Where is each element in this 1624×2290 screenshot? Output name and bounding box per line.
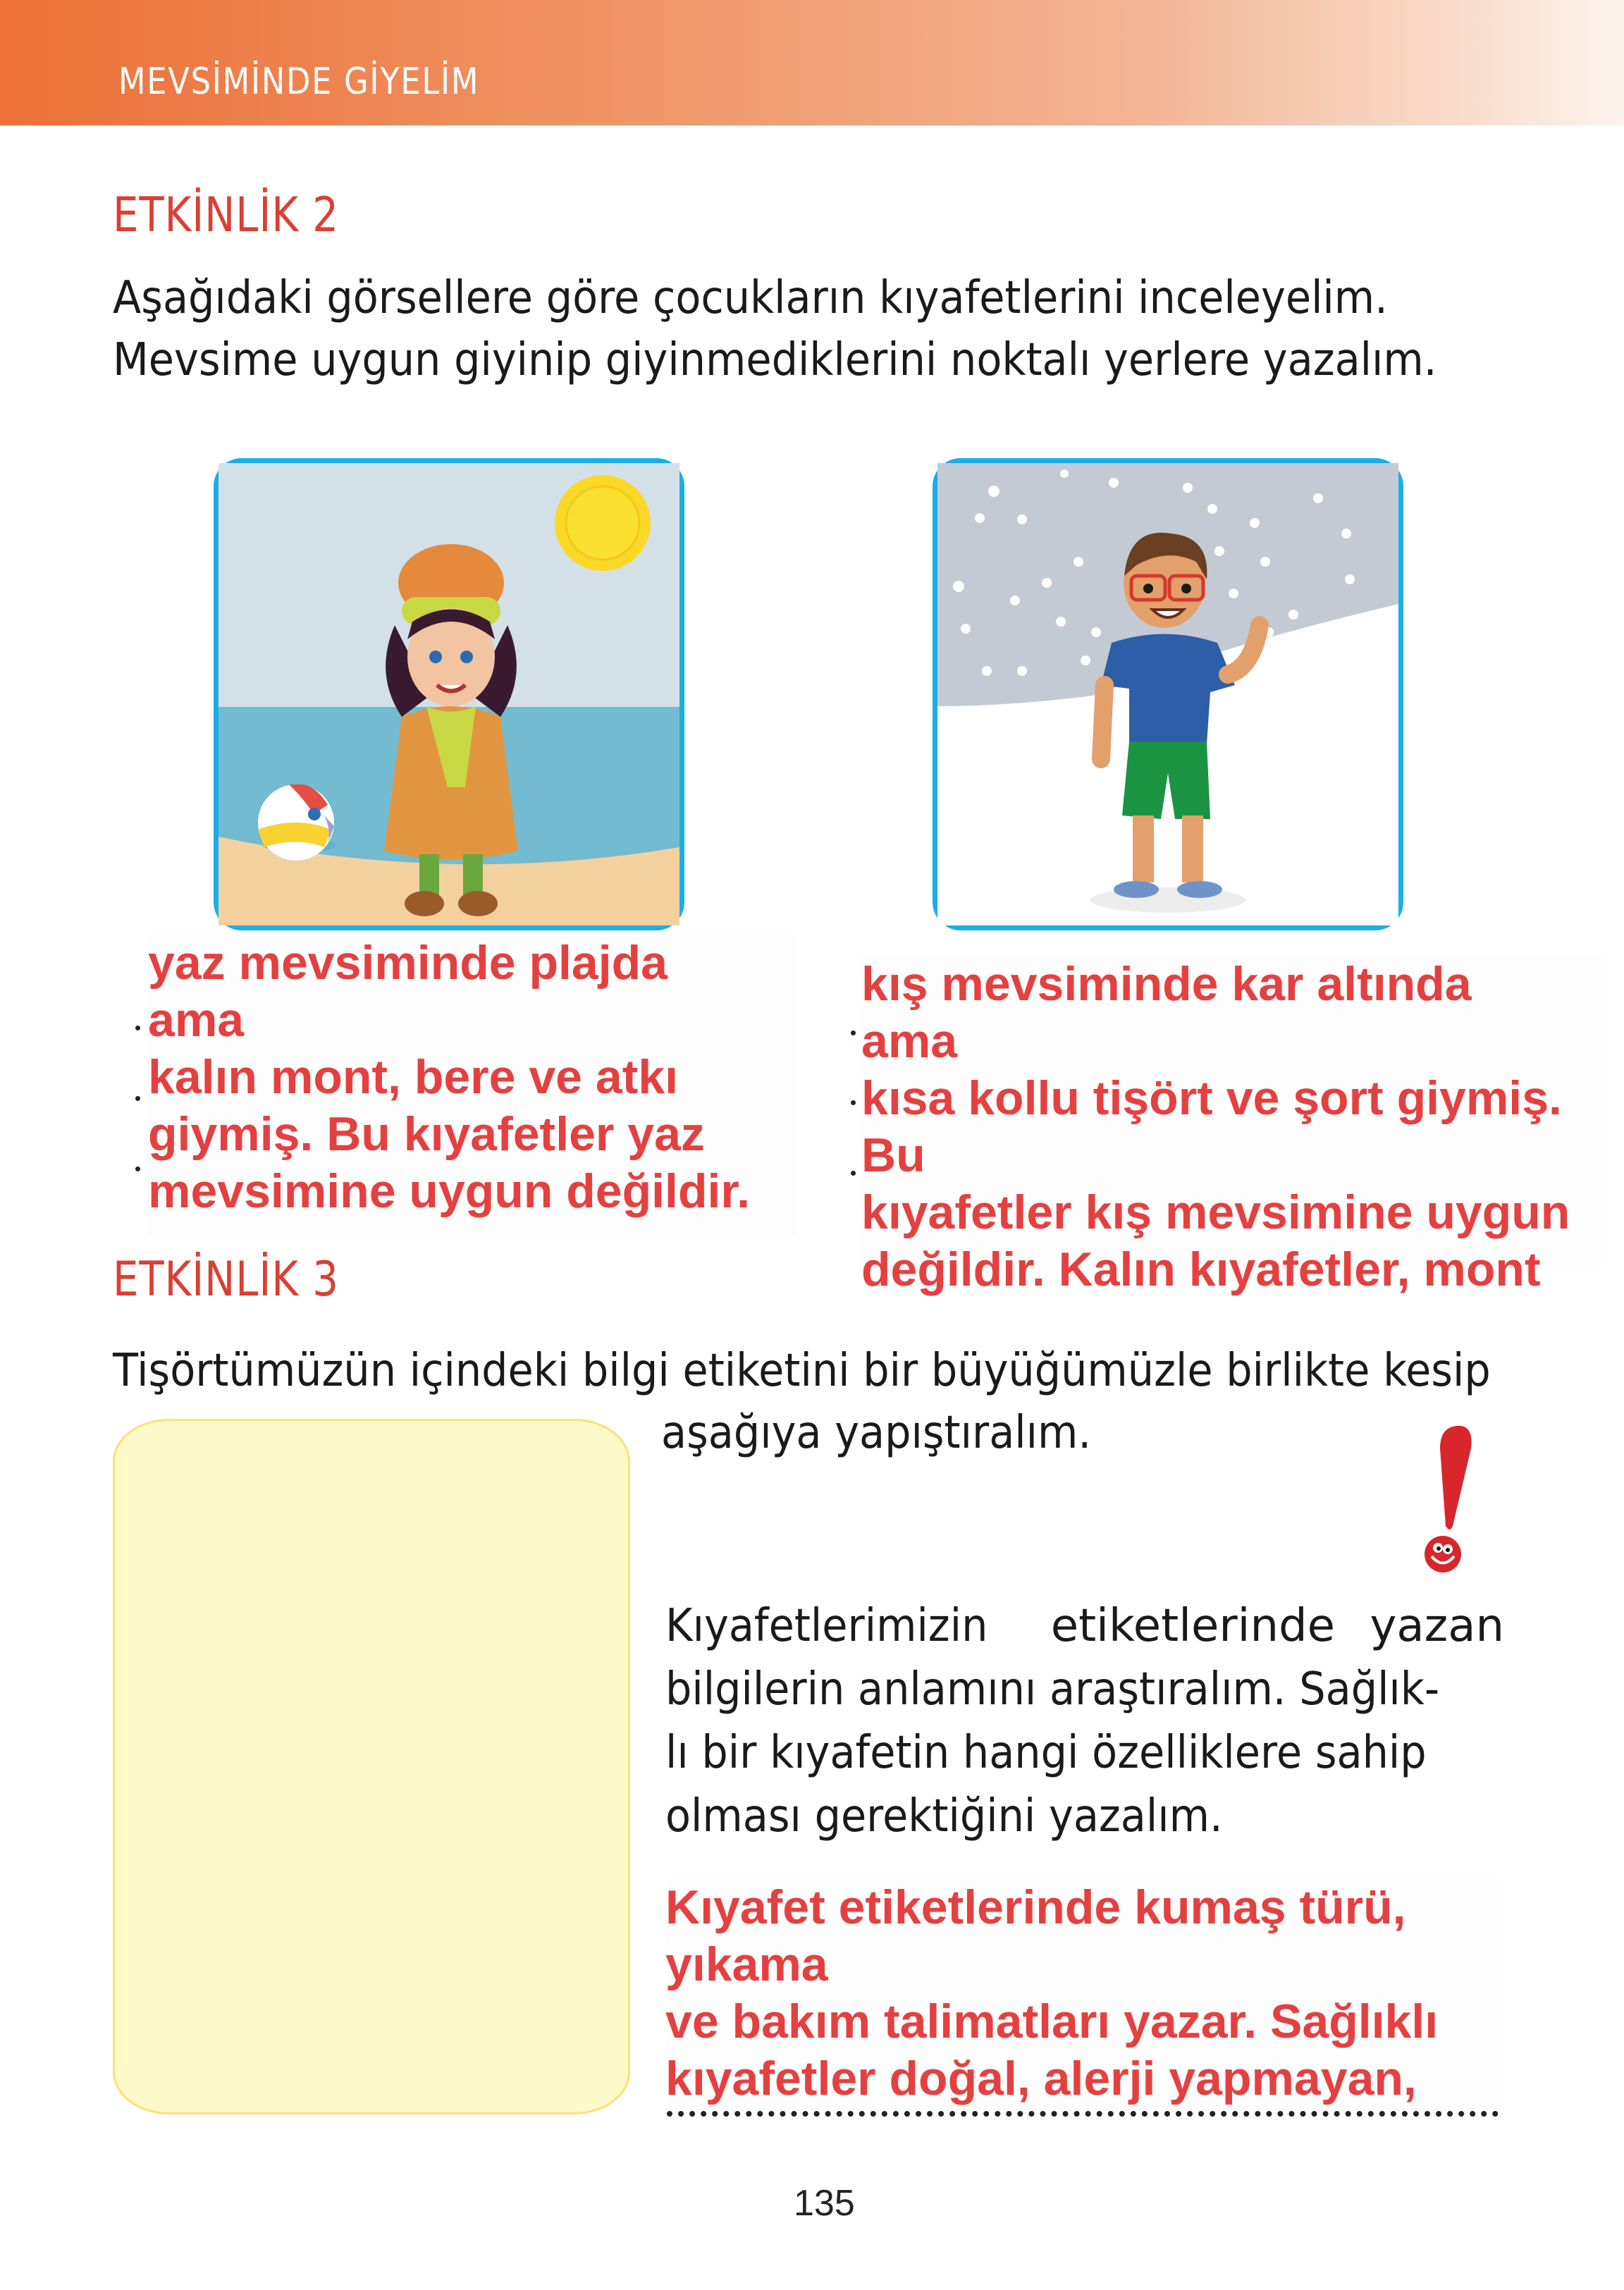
page-number: 135 — [794, 2183, 855, 2224]
dotted-line-marker — [135, 1026, 140, 1030]
beach-girl-illustration — [219, 463, 679, 925]
answer-winter-line-6: değildir. Kalın kıyafetler, mont — [861, 1243, 1541, 1296]
answer-summer-line-1: yaz mevsiminde plajda — [148, 936, 668, 990]
activity-2-instruction-line-2: Mevsime uygun giyinip giyinmediklerini noktalı yerlere yazalım. — [113, 334, 1437, 386]
answer-winter-line-2: ama — [861, 1014, 958, 1068]
sun-icon — [555, 475, 651, 571]
picture-summer-beach — [214, 458, 684, 930]
answer-research-line-2: yıkama — [665, 1938, 828, 1991]
answer-field-winter[interactable] — [861, 956, 1601, 1296]
answer-summer-line-5: mevsimine uygun değildir. — [148, 1164, 750, 1218]
research-line-4: olması gerektiğini yazalım. — [665, 1790, 1223, 1842]
exclamation-mascot-icon — [1413, 1420, 1484, 1575]
writing-dotted-line — [667, 2111, 1499, 2117]
activity-2-title: ETKİNLİK 2 — [113, 187, 339, 243]
answer-winter-line-3: kısa kollu tişört ve şort giymiş. — [861, 1071, 1562, 1125]
answer-field-label-research[interactable] — [665, 1879, 1497, 2112]
answer-research-line-1: Kıyafet etiketlerinde kumaş türü, — [665, 1880, 1406, 1934]
answer-winter-line-1: kış mevsiminde kar altında — [861, 957, 1472, 1011]
dotted-line-marker — [135, 1166, 140, 1171]
answer-summer-line-3: kalın mont, bere ve atkı — [148, 1050, 679, 1104]
dotted-line-marker — [851, 1171, 856, 1176]
research-line-3: lı bir kıyafetin hangi özelliklere sahip — [665, 1727, 1427, 1779]
answer-research-line-4: kıyafetler doğal, alerji yapmayan, — [665, 2052, 1417, 2105]
answer-research-line-3: ve bakım talimatları yazar. Sağlıklı — [665, 1995, 1439, 2048]
dotted-line-marker — [851, 1030, 856, 1035]
activity-3-title: ETKİNLİK 3 — [113, 1252, 339, 1307]
dotted-line-marker — [135, 1096, 140, 1101]
research-line-1: Kıyafetlerimizin etiketlerinde yazan — [665, 1600, 1504, 1652]
activity-3-instruction-line-2: aşağıya yapıştıralım. — [661, 1407, 1092, 1459]
unit-title: MEVSİMİNDE GİYELİM — [118, 61, 480, 103]
answer-summer-line-2: ama — [148, 993, 245, 1047]
dotted-line-marker — [851, 1100, 856, 1105]
answer-summer-line-4: giymiş. Bu kıyafetler yaz — [148, 1107, 705, 1161]
answer-winter-line-4: Bu — [861, 1128, 925, 1182]
research-line-2: bilgilerin anlamını araştıralım. Sağlık- — [665, 1663, 1440, 1716]
research-instruction — [665, 1594, 1504, 1848]
activity-3-instruction-line-1: Tişörtümüzün içindeki bilgi etiketini bir büyüğümüzle birlikte kesip — [113, 1345, 1491, 1397]
snow-boy-illustration — [937, 463, 1398, 925]
answer-winter-line-5: kıyafetler kış mevsimine uygun — [861, 1186, 1570, 1239]
answer-field-summer[interactable] — [148, 935, 796, 1238]
picture-winter-snow — [933, 458, 1403, 930]
label-paste-area[interactable] — [113, 1419, 630, 2114]
activity-2-instruction-line-1: Aşağıdaki görsellere göre çocukların kıyafetlerini inceleyelim. — [113, 272, 1388, 324]
